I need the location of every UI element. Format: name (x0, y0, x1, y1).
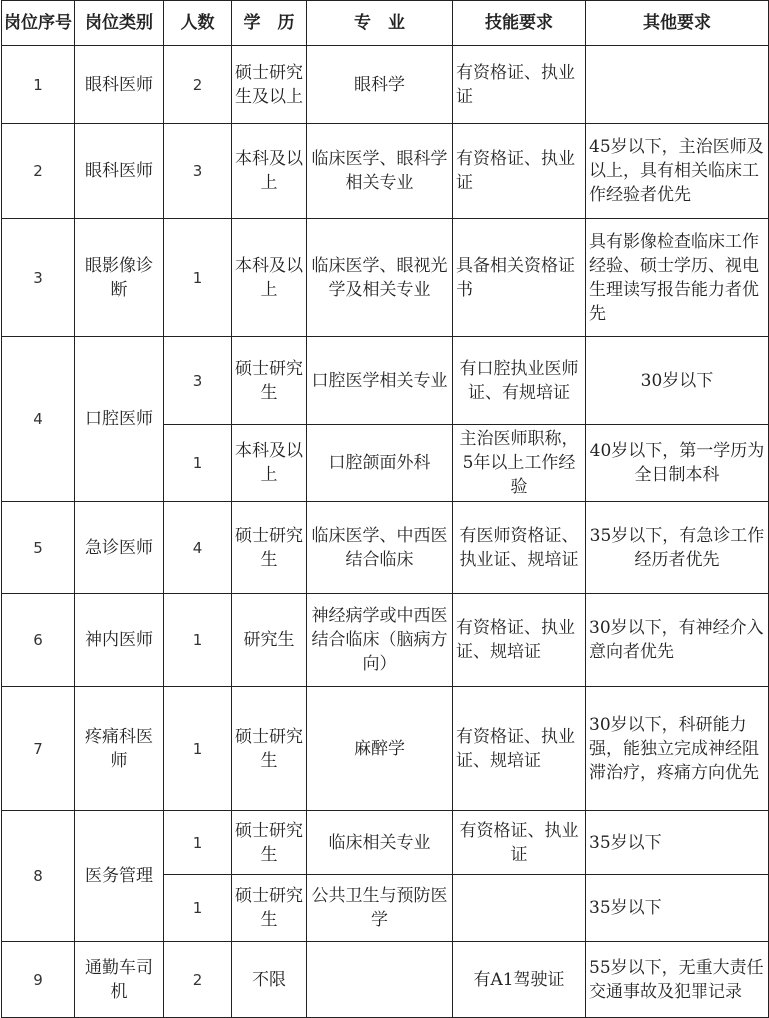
cell-skill (453, 875, 586, 942)
header-row (2, 1, 769, 46)
table-row (2, 594, 769, 687)
cell-education: 硕士研究生 (232, 687, 307, 811)
cell-major: 口腔医学相关专业 (307, 337, 453, 425)
cell-count: 1 (164, 811, 232, 875)
header-skill: 技能要求 (453, 1, 586, 46)
cell-education: 本科及以上 (232, 425, 307, 502)
header-education: 学 历 (232, 1, 307, 46)
header-seq: 岗位序号 (2, 1, 75, 46)
cell-seq: 8 (2, 811, 75, 942)
cell-major: 神经病学或中西医结合临床（脑病方向） (307, 594, 453, 687)
cell-category: 眼科医师 (75, 124, 164, 219)
header-major: 专 业 (307, 1, 453, 46)
cell-skill: 有资格证、执业证 (453, 46, 586, 124)
table-row (2, 337, 769, 425)
cell-major: 临床医学、眼科学相关专业 (307, 124, 453, 219)
table-row (2, 124, 769, 219)
cell-major: 临床医学、眼视光学及相关专业 (307, 219, 453, 337)
cell-other (586, 46, 769, 124)
cell-count: 2 (164, 46, 232, 124)
cell-skill: 有资格证、执业证 (453, 811, 586, 875)
cell-category: 神内医师 (75, 594, 164, 687)
header-category: 岗位类别 (75, 1, 164, 46)
cell-education: 本科及以上 (232, 219, 307, 337)
cell-skill: 有A1驾驶证 (453, 942, 586, 1018)
cell-category: 眼科医师 (75, 46, 164, 124)
cell-education: 硕士研究生 (232, 502, 307, 594)
cell-skill: 有资格证、执业证 (453, 124, 586, 219)
header-other: 其他要求 (586, 1, 769, 46)
cell-count: 1 (164, 219, 232, 337)
cell-major (307, 942, 453, 1018)
cell-seq: 2 (2, 124, 75, 219)
cell-category: 医务管理 (75, 811, 164, 942)
cell-other: 30岁以下 (586, 337, 769, 425)
cell-category: 急诊医师 (75, 502, 164, 594)
cell-other: 40岁以下，第一学历为全日制本科 (586, 425, 769, 502)
cell-count: 1 (164, 687, 232, 811)
header-count: 人数 (164, 1, 232, 46)
cell-seq: 6 (2, 594, 75, 687)
cell-skill: 具备相关资格证书 (453, 219, 586, 337)
cell-other: 45岁以下，主治医师及以上，具有相关临床工作经验者优先 (586, 124, 769, 219)
cell-count: 1 (164, 594, 232, 687)
table-row (2, 46, 769, 124)
cell-seq: 1 (2, 46, 75, 124)
cell-major: 公共卫生与预防医学 (307, 875, 453, 942)
cell-skill: 有医师资格证、执业证、规培证 (453, 502, 586, 594)
cell-count: 1 (164, 425, 232, 502)
cell-education: 不限 (232, 942, 307, 1018)
cell-count: 3 (164, 337, 232, 425)
cell-skill: 主治医师职称，5年以上工作经验 (453, 425, 586, 502)
cell-other: 具有影像检查临床工作经验、硕士学历、视电生理读写报告能力者优先 (586, 219, 769, 337)
cell-major: 眼科学 (307, 46, 453, 124)
cell-other: 35岁以下 (586, 875, 769, 942)
table-row (2, 502, 769, 594)
cell-other: 35岁以下 (586, 811, 769, 875)
cell-seq: 5 (2, 502, 75, 594)
cell-category: 眼影像诊断 (75, 219, 164, 337)
cell-major: 临床医学、中西医结合临床 (307, 502, 453, 594)
cell-category: 疼痛科医师 (75, 687, 164, 811)
table-row (2, 811, 769, 875)
cell-education: 硕士研究生 (232, 875, 307, 942)
cell-seq: 3 (2, 219, 75, 337)
cell-count: 2 (164, 942, 232, 1018)
cell-count: 3 (164, 124, 232, 219)
cell-skill: 有资格证、执业证、规培证 (453, 687, 586, 811)
cell-major: 口腔颌面外科 (307, 425, 453, 502)
cell-seq: 4 (2, 337, 75, 502)
recruitment-table (1, 0, 769, 1018)
cell-other: 30岁以下，有神经介入意向者优先 (586, 594, 769, 687)
cell-skill: 有资格证、执业证、规培证 (453, 594, 586, 687)
cell-other: 35岁以下，有急诊工作经历者优先 (586, 502, 769, 594)
cell-count: 1 (164, 875, 232, 942)
cell-major: 麻醉学 (307, 687, 453, 811)
cell-education: 硕士研究生 (232, 337, 307, 425)
cell-education: 研究生 (232, 594, 307, 687)
cell-seq: 7 (2, 687, 75, 811)
cell-education: 硕士研究生及以上 (232, 46, 307, 124)
cell-seq: 9 (2, 942, 75, 1018)
table-row (2, 942, 769, 1018)
cell-education: 本科及以上 (232, 124, 307, 219)
cell-category: 口腔医师 (75, 337, 164, 502)
cell-other: 55岁以下，无重大责任交通事故及犯罪记录 (586, 942, 769, 1018)
table-row (2, 219, 769, 337)
cell-category: 通勤车司机 (75, 942, 164, 1018)
table-row (2, 687, 769, 811)
cell-skill: 有口腔执业医师证、有规培证 (453, 337, 586, 425)
cell-count: 4 (164, 502, 232, 594)
cell-major: 临床相关专业 (307, 811, 453, 875)
cell-other: 30岁以下，科研能力强，能独立完成神经阻滞治疗，疼痛方向优先 (586, 687, 769, 811)
cell-education: 硕士研究生 (232, 811, 307, 875)
